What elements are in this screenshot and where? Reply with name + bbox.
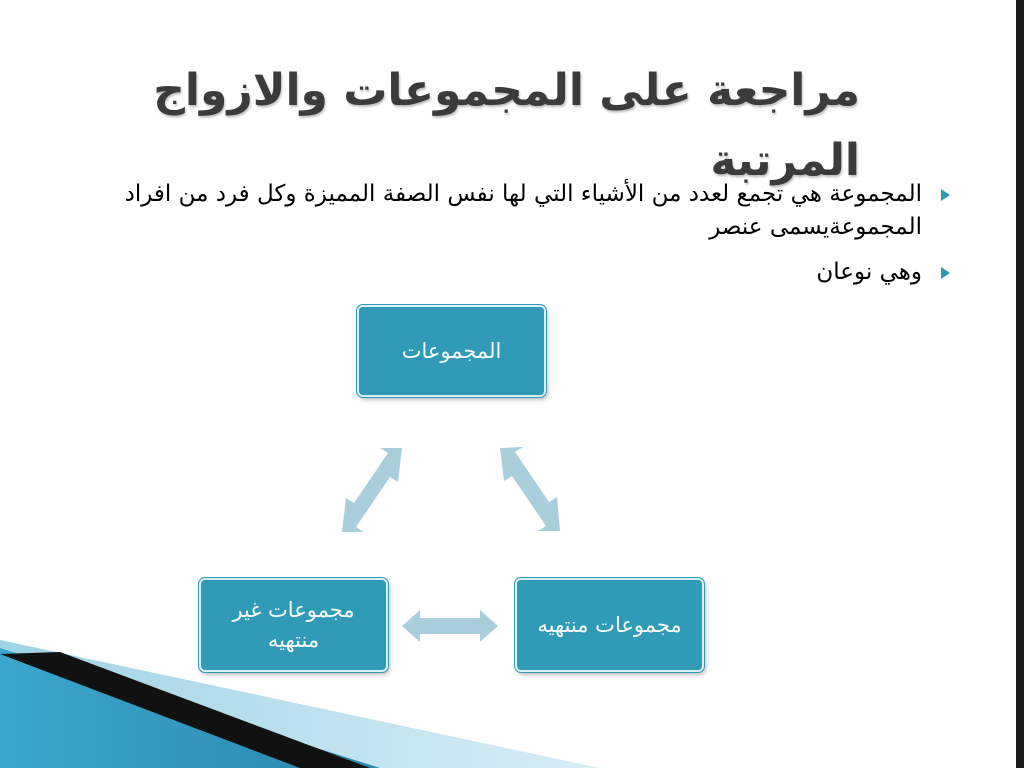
node-infinite-sets: مجموعات غير منتهيه <box>199 578 388 672</box>
double-arrow-top-right <box>500 447 560 531</box>
slide-title: مراجعة على المجموعات والازواج المرتبة <box>153 65 860 186</box>
double-arrow-bottom <box>402 610 498 642</box>
node-finite-sets: مجموعات منتهيه <box>515 578 704 672</box>
double-arrow-top-left <box>342 448 402 532</box>
bullet-text: المجموعة هي تجمع لعدد من الأشياء التي لها نفس الصفة المميزة وكل فرد من افراد المجموعةيسمى عنصر <box>124 181 922 240</box>
node-sets: المجموعات <box>357 305 546 397</box>
bullet-text: وهي نوعان <box>816 259 922 285</box>
